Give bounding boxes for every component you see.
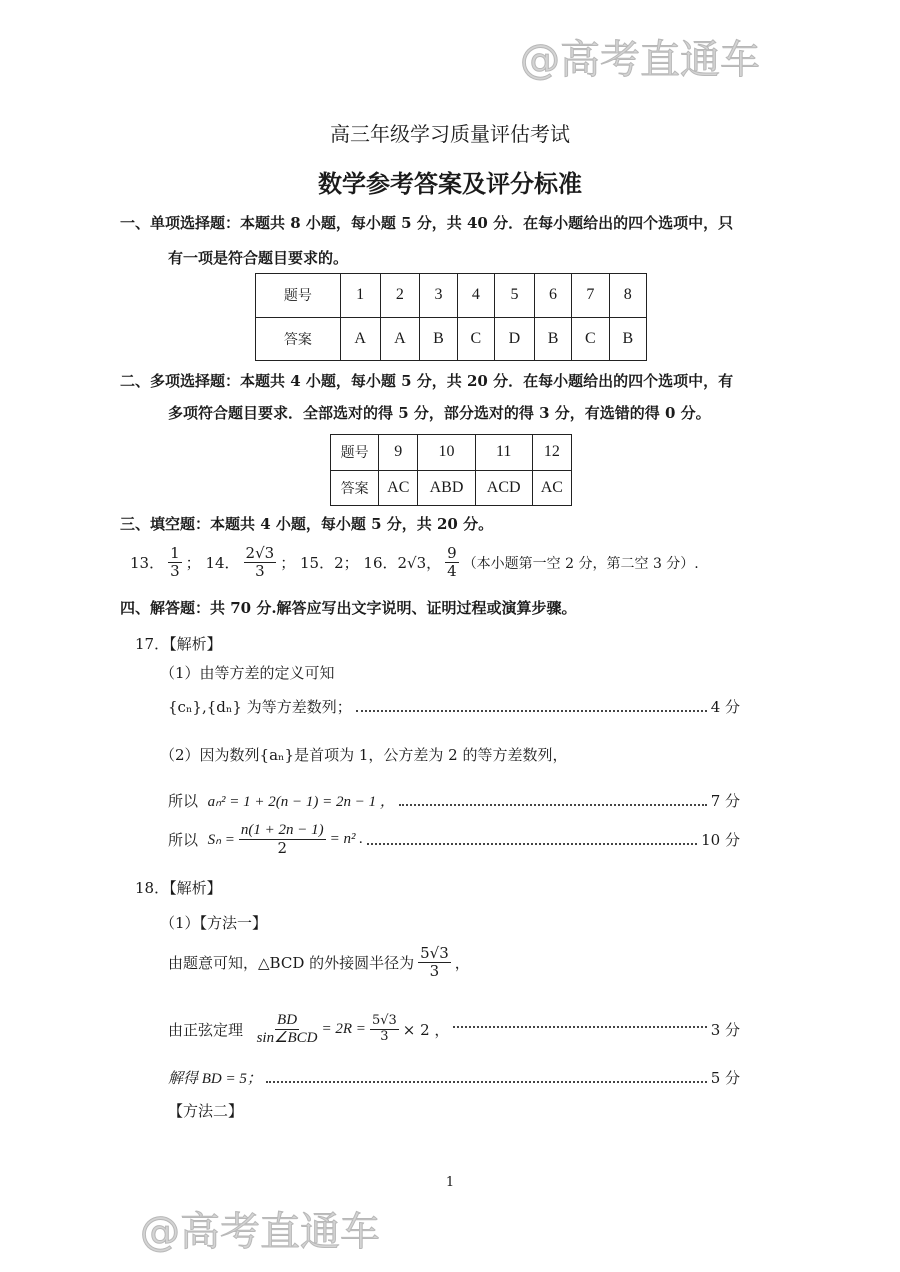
q18-part1: （1）【方法一】	[160, 914, 268, 932]
q17-step2	[168, 790, 740, 811]
step-formula: aₙ² = 1 + 2(n − 1) = 2n − 1 ，	[207, 794, 395, 810]
numerator: 1	[170, 544, 180, 562]
numerator: 5√3	[371, 1013, 397, 1029]
table-cell: B	[609, 317, 646, 361]
numerator: 2√3	[245, 544, 275, 562]
fraction	[370, 1014, 399, 1045]
step-score: 4 分	[710, 698, 740, 716]
answer-table-1	[255, 273, 647, 361]
dot-leader	[367, 843, 697, 845]
sec3-line1: 三、填空题：本题共 4 小题，每小题 5 分，共 20 分。	[120, 515, 494, 533]
q18-heading: 18．【解析】	[135, 879, 222, 897]
table-cell: 1	[340, 274, 380, 318]
dot-leader	[399, 804, 707, 806]
step-score: 3 分	[710, 1021, 740, 1040]
watermark: @高考直通车	[140, 1209, 380, 1255]
numerator: BD	[275, 1012, 299, 1030]
q17-part2: （2）因为数列{aₙ}是首项为 1，公方差为 2 的等方差数列，	[160, 746, 568, 764]
table-cell: C	[572, 317, 609, 361]
step-score: 5 分	[710, 1069, 740, 1087]
step-text: 由题意可知，△BCD 的外接圆半径为	[168, 954, 415, 973]
q14-answer	[244, 545, 277, 581]
denominator: 2	[277, 839, 288, 858]
step-formula-end: × 2 ，	[402, 1021, 450, 1040]
step-formula-end: = n² .	[329, 831, 364, 848]
answer-table-2	[330, 434, 572, 506]
table-cell: AC	[532, 470, 571, 506]
table-cell: 4	[457, 274, 494, 318]
table-cell: ACD	[475, 470, 532, 506]
denominator: 3	[429, 962, 440, 981]
table-cell: B	[534, 317, 571, 361]
table-cell: 2	[380, 274, 420, 318]
table-cell: A	[340, 317, 380, 361]
denominator: 3	[170, 562, 180, 581]
page-subtitle: 数学参考答案及评分标准	[318, 169, 582, 198]
table-cell: AC	[379, 470, 418, 506]
table-cell: 5	[495, 274, 535, 318]
table-cell: 9	[379, 435, 418, 471]
q18-step1	[168, 945, 470, 981]
step-text: 解得 BD = 5；	[168, 1071, 262, 1087]
step-score: 7 分	[710, 792, 740, 810]
step-score: 10 分	[701, 831, 740, 850]
table-cell: 12	[532, 435, 571, 471]
watermark: @高考直通车	[520, 37, 760, 83]
q17-heading: 17．【解析】	[135, 635, 222, 653]
dot-leader	[356, 710, 707, 712]
page-title: 高三年级学习质量评估考试	[330, 122, 570, 146]
table-cell: D	[495, 317, 535, 361]
step-prefix: 所以	[168, 831, 199, 850]
separator: ；	[280, 554, 296, 573]
step-prefix: 所以	[168, 792, 199, 810]
table-cell: ABD	[418, 470, 475, 506]
page-number: 1	[445, 1175, 455, 1190]
q18-method2: 【方法二】	[168, 1102, 244, 1120]
fraction	[257, 1012, 318, 1048]
table-cell: 3	[420, 274, 457, 318]
table-cell: 8	[609, 274, 646, 318]
q18-step2	[168, 1012, 740, 1048]
table-cell: C	[457, 317, 494, 361]
q18-step3	[168, 1067, 740, 1088]
q15-answer: 15．2；	[299, 554, 359, 573]
table-cell: 7	[572, 274, 609, 318]
sec2-line2: 多项符合题目要求．全部选对的得 5 分，部分选对的得 3 分，有选错的得 0 分。	[168, 404, 711, 422]
fraction	[239, 822, 326, 858]
denominator: sin∠BCD	[256, 1030, 318, 1047]
q16-answer: 16．2√3，	[363, 554, 442, 573]
q14-label: 14．	[205, 554, 240, 573]
table-header: 题号	[331, 435, 379, 471]
scoring-note: （本小题第一空 2 分，第二空 3 分）.	[462, 555, 699, 572]
step-prefix: 由正弦定理	[168, 1021, 244, 1040]
table-cell: 11	[475, 435, 532, 471]
table-header: 答案	[256, 317, 341, 361]
q17-part1: （1）由等方差的定义可知	[160, 664, 335, 682]
fraction	[418, 945, 451, 981]
numerator: 9	[447, 544, 457, 562]
q13-label: 13．	[130, 554, 165, 573]
q13-answer	[168, 545, 182, 581]
separator: ；	[185, 554, 201, 573]
q16-answer-2	[445, 545, 459, 581]
sec1-line1: 一、单项选择题：本题共 8 小题，每小题 5 分，共 40 分．在每小题给出的四个选项中，只	[120, 214, 734, 232]
step-text: {cₙ},{dₙ} 为等方差数列；	[168, 698, 352, 716]
punctuation: ，	[454, 954, 470, 973]
dot-leader	[266, 1081, 707, 1083]
fill-answers	[130, 545, 699, 581]
denominator: 3	[255, 562, 265, 581]
numerator: 5√3	[420, 944, 449, 962]
table-cell: B	[420, 317, 457, 361]
dot-leader	[453, 1026, 706, 1028]
sec4-line1: 四、解答题：共 70 分.解答应写出文字说明、证明过程或演算步骤。	[120, 599, 577, 617]
sec2-line1: 二、多项选择题：本题共 4 小题，每小题 5 分，共 20 分．在每小题给出的四个选项中，有	[120, 372, 734, 390]
step-formula: Sₙ =	[207, 832, 235, 849]
sec1-line2: 有一项是符合题目要求的。	[168, 249, 349, 267]
table-header: 答案	[331, 470, 379, 506]
numerator: n(1 + 2n − 1)	[239, 822, 326, 840]
table-cell: A	[380, 317, 420, 361]
table-header: 题号	[256, 274, 341, 318]
q17-step3	[168, 822, 740, 858]
step-formula: = 2R =	[321, 1021, 366, 1038]
q17-step1	[168, 696, 740, 717]
table-cell: 6	[534, 274, 571, 318]
denominator: 3	[380, 1029, 389, 1045]
table-cell: 10	[418, 435, 475, 471]
denominator: 4	[447, 562, 457, 581]
